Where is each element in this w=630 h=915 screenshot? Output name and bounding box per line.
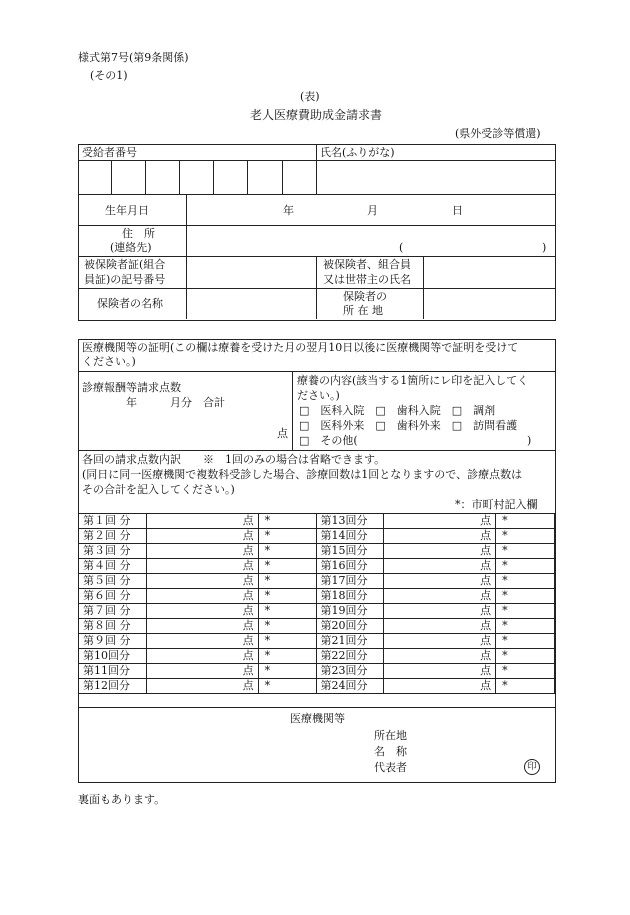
dob-day: 日 [452,204,463,217]
visit-points-input[interactable]: 点 [384,514,496,529]
visit-points-input[interactable]: 点 [146,589,258,604]
visit-label: 第10回分 [79,649,147,664]
seal-icon: 印 [524,759,540,775]
city-mark: * [496,619,555,634]
visit-points-input[interactable]: 点 [146,634,258,649]
city-mark: * [258,544,316,559]
city-mark: * [496,649,555,664]
visit-points-input[interactable]: 点 [384,589,496,604]
dob-label: 生年月日 [105,204,149,217]
visit-points-input[interactable]: 点 [384,634,496,649]
table-row [79,664,555,679]
visit-label: 第17回分 [316,574,384,589]
visit-label: 第23回分 [316,664,384,679]
visit-points-input[interactable]: 点 [146,514,258,529]
visit-points-input[interactable]: 点 [384,664,496,679]
table-row [79,544,555,559]
care-options-row-2[interactable]: □ 医科外来 □ 歯科外来 □ 訪問看護 [299,419,518,432]
insured-card-label-2: 員証)の記号番号 [84,273,166,286]
care-note-2: ださい。) [297,389,340,402]
page-subtitle: (県外受診等償還) [455,127,541,140]
breakdown-note-2: (同日に同一医療機関で複数科受診した場合、診療回数は1回となりますので、診療点数は [82,468,523,481]
insurer-address-label-2: 所 在 地 [343,304,383,317]
page-title: 老人医療費助成金請求書 [250,108,383,122]
visit-label: 第１回 分 [79,514,147,529]
visit-label: 第16回分 [316,559,384,574]
city-mark: * [496,679,555,694]
city-mark: * [258,634,316,649]
address-label: 住 所 [122,227,155,240]
city-mark: * [258,664,316,679]
visit-points-input[interactable]: 点 [384,529,496,544]
table-row [79,529,555,544]
visit-points-table [78,513,555,694]
contact-label: (連絡先) [110,241,152,254]
visit-points-input[interactable]: 点 [146,649,258,664]
dob-month: 月 [367,204,378,217]
footer-note: 裏面もあります。 [78,793,166,806]
visit-label: 第19回分 [316,604,384,619]
visit-points-input[interactable]: 点 [146,529,258,544]
form-side: (表) [300,90,320,103]
visit-label: 第９回 分 [79,634,147,649]
city-mark: * [258,529,316,544]
insured-name-label: 被保険者、組合員 [323,258,411,271]
visit-points-input[interactable]: 点 [146,559,258,574]
visit-points-input[interactable]: 点 [384,679,496,694]
visit-points-input[interactable]: 点 [146,574,258,589]
breakdown-note: 各回の請求点数内訳 ※ 1回のみの場合は省略できます。 [82,453,386,466]
facility-name-label: 名 称 [374,745,407,758]
visit-label: 第５回 分 [79,574,147,589]
city-mark: * [258,559,316,574]
visit-label: 第20回分 [316,619,384,634]
form-id: 様式第7号(第9条関係) [78,51,189,64]
visit-points-input[interactable]: 点 [384,544,496,559]
visit-label: 第14回分 [316,529,384,544]
visit-label: 第３回 分 [79,544,147,559]
visit-points-input[interactable]: 点 [146,619,258,634]
table-row [79,574,555,589]
city-mark: * [496,604,555,619]
table-row [79,619,555,634]
cert-note-2: ください。) [82,355,136,368]
breakdown-note-3: その合計を記入してください。) [82,483,235,496]
facility-address-label: 所在地 [374,729,407,742]
city-mark: * [496,559,555,574]
insurer-address-label: 保険者の [343,290,387,303]
visit-label: 第４回 分 [79,559,147,574]
cert-note: 医療機関等の証明(この欄は療養を受けた月の翌月10日以後に医療機関等で証明を受けて [82,341,519,354]
insurer-name-label: 保険者の名称 [97,297,163,310]
contact-paren-close: ) [542,241,547,254]
city-mark: * [496,589,555,604]
contact-paren-open: ( [399,241,404,254]
table-row [79,559,555,574]
city-mark: * [258,514,316,529]
visit-label: 第12回分 [79,679,147,694]
visit-points-input[interactable]: 点 [384,559,496,574]
table-row [79,634,555,649]
visit-points-input[interactable]: 点 [384,619,496,634]
visit-label: 第15回分 [316,544,384,559]
points-label: 診療報酬等請求点数 [82,381,181,394]
table-row [79,589,555,604]
city-mark: * [496,544,555,559]
visit-points-input[interactable]: 点 [146,664,258,679]
visit-label: 第７回 分 [79,604,147,619]
city-note: *：市町村記入欄 [455,498,538,511]
insured-card-label: 被保険者証(組合 [84,258,166,271]
table-row [79,679,555,694]
city-mark: * [258,604,316,619]
city-mark: * [496,634,555,649]
points-unit: 点 [277,427,288,440]
recipient-number-label: 受給者番号 [82,146,137,159]
city-mark: * [258,589,316,604]
care-options-row-1[interactable]: □ 医科入院 □ 歯科入院 □ 調剤 [299,404,496,417]
visit-points-input[interactable]: 点 [384,604,496,619]
visit-label: 第６回 分 [79,589,147,604]
visit-label: 第13回分 [316,514,384,529]
visit-label: 第18回分 [316,589,384,604]
visit-label: 第８回 分 [79,619,147,634]
care-options-row-3[interactable]: □ その他( [299,434,358,447]
visit-label: 第21回分 [316,634,384,649]
dob-year: 年 [283,204,294,217]
visit-points-input[interactable]: 点 [384,574,496,589]
visit-label: 第22回分 [316,649,384,664]
name-label: 氏名(ふりがな) [320,146,395,159]
facility-rep-label: 代表者 [374,761,407,774]
visit-points-input[interactable]: 点 [146,544,258,559]
table-row [79,514,555,529]
care-other-close: ) [527,434,532,447]
city-mark: * [496,664,555,679]
city-mark: * [496,574,555,589]
visit-points-input[interactable]: 点 [384,649,496,664]
points-year-month-total: 年 月分 合計 [126,396,225,409]
city-mark: * [258,679,316,694]
form-part: (その1) [90,69,128,82]
insured-name-label-2: 又は世帯主の氏名 [323,273,411,286]
table-row [79,604,555,619]
city-mark: * [258,649,316,664]
visit-label: 第２回 分 [79,529,147,544]
visit-label: 第11回分 [79,664,147,679]
care-note: 療養の内容(該当する1箇所にレ印を記入してく [297,374,529,387]
city-mark: * [258,574,316,589]
city-mark: * [258,619,316,634]
visit-points-input[interactable]: 点 [146,679,258,694]
city-mark: * [496,514,555,529]
visit-points-input[interactable]: 点 [146,604,258,619]
city-mark: * [496,529,555,544]
visit-label: 第24回分 [316,679,384,694]
table-row [79,649,555,664]
facility-label: 医療機関等 [290,712,345,725]
